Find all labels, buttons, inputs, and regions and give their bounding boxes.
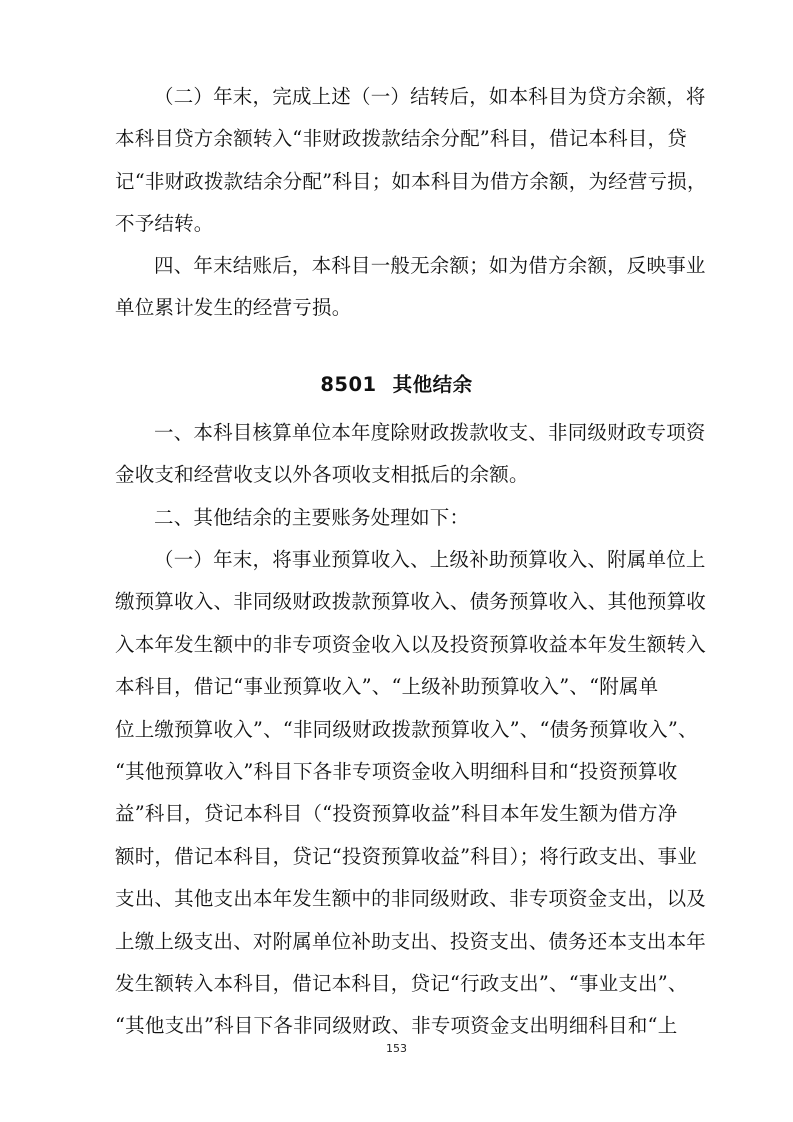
text-line: 益”科目，贷记本科目（“投资预算收益”科目本年发生额为借方净 [115, 802, 678, 826]
text-line: 支出、其他支出本年发生额中的非同级财政、非专项资金支出，以及 [115, 887, 707, 911]
paragraph-balance-after-closing [115, 245, 706, 330]
text-line: “其他支出”科目下各非同级财政、非专项资金支出明细科目和“上 [115, 1014, 678, 1038]
text-line: 缴预算收入、非同级财政拨款预算收入、债务预算收入、其他预算收 [115, 590, 707, 614]
paragraph-main-entries-intro [115, 497, 685, 539]
text-line: 四、年末结账后，本科目一般无余额；如为借方余额，反映事业 [154, 254, 706, 277]
text-line: （二）年末，完成上述（一）结转后，如本科目为贷方余额，将 [154, 85, 706, 108]
section-title: 其他结余 [392, 373, 473, 396]
paragraph-year-end-transfer [115, 76, 707, 246]
text-line: 不予结转。 [115, 212, 214, 236]
text-line: （一）年末，将事业预算收入、上级补助预算收入、附属单位上 [154, 548, 706, 571]
text-line: 金收支和经营收支以外各项收支相抵后的余额。 [115, 463, 529, 487]
text-line: 本科目贷方余额转入“非财政拨款结余分配”科目，借记本科目，贷 [115, 127, 687, 151]
paragraph-account-scope [115, 412, 706, 497]
text-line: 一、本科目核算单位本年度除财政拨款收支、非同级财政专项资 [154, 421, 706, 444]
text-line: 记“非财政拨款结余分配”科目；如本科目为借方余额，为经营亏损， [115, 169, 707, 193]
text-line: 单位累计发生的经营亏损。 [115, 296, 352, 320]
paragraph-year-end-entries [115, 539, 707, 1048]
text-line: 二、其他结余的主要账务处理如下： [154, 506, 470, 529]
page-number: 153 [386, 1042, 407, 1055]
text-line: 本科目，借记“事业预算收入”、“上级补助预算收入”、“附属单 [115, 675, 659, 699]
text-line: 位上缴预算收入”、“非同级财政拨款预算收入”、“债务预算收入”、 [115, 717, 698, 741]
text-line: “其他预算收入”科目下各非专项资金收入明细科目和“投资预算收 [115, 760, 678, 784]
section-heading [0, 366, 793, 404]
text-line: 发生额转入本科目，借记本科目，贷记“行政支出”、“事业支出”、 [115, 972, 688, 996]
text-line: 上缴上级支出、对附属单位补助支出、投资支出、债务还本支出本年 [115, 929, 707, 953]
text-line: 入本年发生额中的非专项资金收入以及投资预算收益本年发生额转入 [115, 632, 707, 656]
section-code: 8501 [320, 373, 377, 396]
text-line: 额时，借记本科目，贷记“投资预算收益”科目）；将行政支出、事业 [115, 844, 697, 868]
